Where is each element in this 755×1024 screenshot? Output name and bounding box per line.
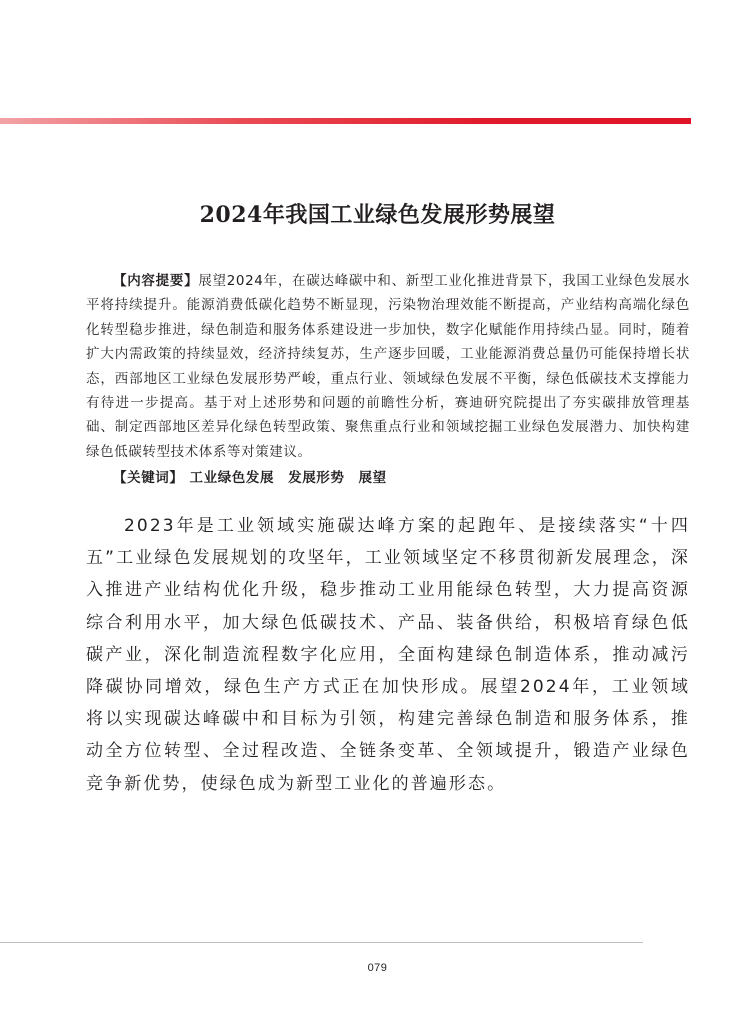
keywords-line: [113, 466, 387, 490]
keyword-item: 展望: [358, 470, 387, 486]
abstract-paragraph: [86, 269, 690, 464]
keywords-label: 【关键词】: [113, 470, 184, 486]
page-number: 079: [367, 962, 388, 974]
keyword-item: 工业绿色发展: [189, 470, 275, 486]
footer-rule: [0, 942, 643, 943]
page-title: 2024年我国工业绿色发展形势展望: [199, 202, 556, 228]
header-accent-rule: [0, 118, 691, 124]
abstract-label: 【内容提要】: [113, 273, 199, 289]
keyword-item: 发展形势: [288, 470, 345, 486]
abstract-text: 展望2024年，在碳达峰碳中和、新型工业化推进背景下，我国工业绿色发展水平将持续提升。能源消费低碳化趋势不断显现，污染物治理效能不断提高，产业结构高端化绿色化转型稳步推进，绿色制造和服务体系建设进一步加快，数字化赋能作用持续凸显。同时，随着扩大内需政策的持续显效，经济持续复苏，生产逐步回暖，工业能源消费总量仍可能保持增长状态，西部地区工业绿色发展形势严峻，重点行业、领域绿色发展不平衡，绿色低碳技术支撑能力有待进一步提高。基于对上述形势和问题的前瞻性分析，赛迪研究院提出了夯实碳排放管理基础、制定西部地区差异化绿色转型政策、聚焦重点行业和领域挖掘工业绿色发展潜力、加快构建绿色低碳转型技术体系等对策建议。: [86, 273, 690, 460]
body-paragraph: 2023年是工业领域实施碳达峰方案的起跑年、是接续落实“十四五”工业绿色发展规划的攻坚年，工业领域坚定不移贯彻新发展理念，深入推进产业结构优化升级，稳步推动工业用能绿色转型，大力提高资源综合利用水平，加大绿色低碳技术、产品、装备供给，积极培育绿色低碳产业，深化制造流程数字化应用，全面构建绿色制造体系，推动减污降碳协同增效，绿色生产方式正在加快形成。展望2024年，工业领域将以实现碳达峰碳中和目标为引领，构建完善绿色制造和服务体系，推动全方位转型、全过程改造、全链条变革、全领域提升，锻造产业绿色竞争新优势，使绿色成为新型工业化的普遍形态。: [86, 516, 690, 794]
